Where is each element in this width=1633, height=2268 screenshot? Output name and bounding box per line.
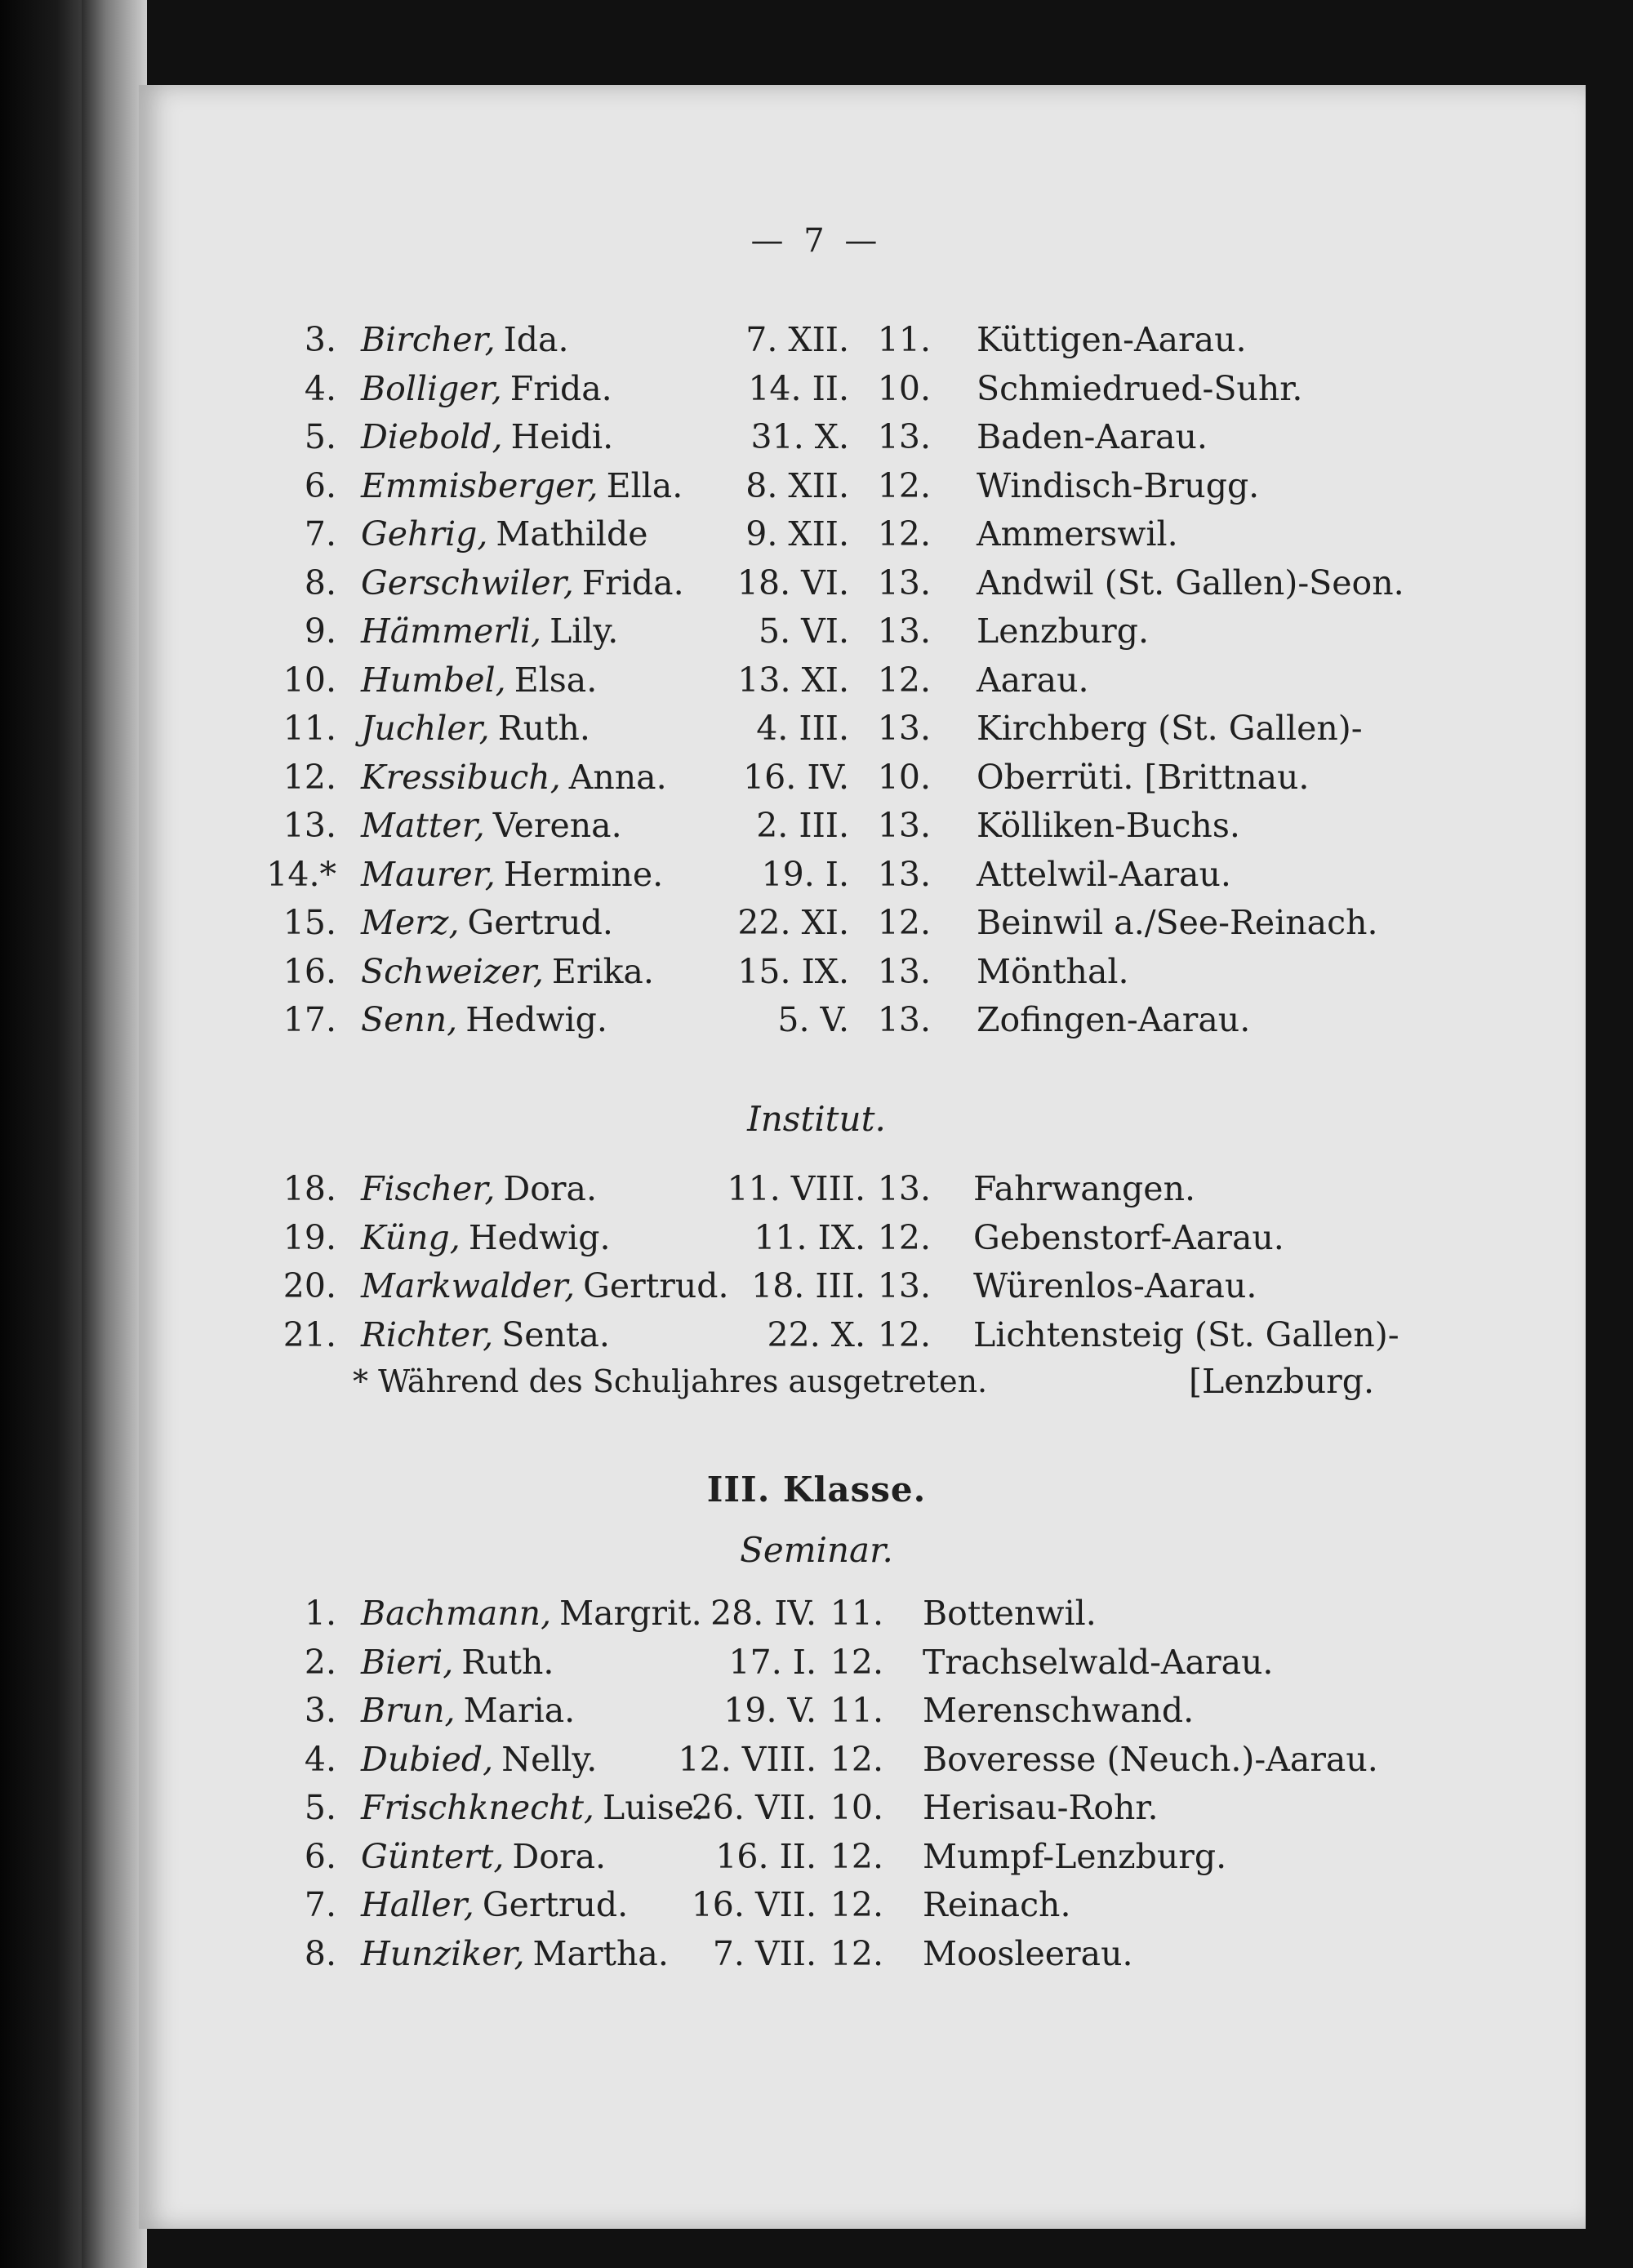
home-place: Herisau-Rohr.	[923, 1788, 1159, 1827]
age: 11.	[830, 1691, 883, 1730]
student-row	[0, 1931, 1633, 1977]
age: 10.	[877, 757, 931, 797]
family-name: Bolliger,	[361, 368, 502, 408]
home-place: Bottenwil.	[923, 1594, 1097, 1633]
birth-date: 13. XI.	[737, 660, 849, 700]
given-name: Gertrud.	[482, 1885, 629, 1924]
birth-date: 17. I.	[728, 1642, 816, 1682]
given-name: Nelly.	[501, 1739, 598, 1779]
family-name: Emmisberger,	[361, 465, 598, 505]
age: 13.	[877, 709, 931, 748]
age: 13.	[877, 854, 931, 894]
student-row	[0, 754, 1633, 800]
given-name: Mathilde	[496, 514, 648, 554]
family-name: Frischknecht,	[361, 1788, 594, 1827]
row-number: 16.	[283, 951, 336, 991]
home-place: Beinwil a./See-Reinach.	[977, 903, 1378, 942]
row-number: 12.	[283, 757, 336, 797]
given-name: Hedwig.	[465, 1000, 607, 1039]
family-name: Merz,	[361, 903, 460, 942]
student-row	[0, 1785, 1633, 1830]
row-number: 1.	[304, 1594, 336, 1633]
row-number: 8.	[304, 1933, 336, 1973]
given-name: Senta.	[501, 1314, 610, 1354]
age: 13.	[877, 1266, 931, 1305]
given-name: Verena.	[492, 806, 622, 845]
row-number: 19.	[283, 1217, 336, 1257]
row-number: 4.	[304, 1739, 336, 1779]
student-row	[0, 560, 1633, 606]
given-name: Luise.	[602, 1788, 705, 1827]
given-name: Anna.	[568, 757, 667, 797]
age: 12.	[830, 1836, 883, 1876]
age: 12.	[877, 514, 931, 554]
given-name: Martha.	[532, 1933, 669, 1973]
age: 12.	[830, 1642, 883, 1682]
age: 10.	[877, 368, 931, 408]
home-place: Gebenstorf-Aarau.	[973, 1217, 1284, 1257]
student-row	[0, 1688, 1633, 1733]
given-name: Gertrud.	[467, 903, 613, 942]
birth-date: 22. X.	[767, 1314, 865, 1354]
student-row	[0, 1215, 1633, 1261]
family-name: Schweizer,	[361, 951, 544, 991]
family-name: Humbel,	[361, 660, 506, 700]
birth-date: 28. IV.	[710, 1594, 816, 1633]
row-number: 9.	[304, 611, 336, 651]
family-name: Matter,	[361, 806, 485, 845]
student-row	[0, 511, 1633, 557]
row-number: 15.	[283, 903, 336, 942]
birth-date: 2. III.	[756, 806, 849, 845]
given-name: Gertrud.	[583, 1266, 729, 1305]
age: 12.	[877, 465, 931, 505]
home-place: Schmiedrued-Suhr.	[977, 368, 1303, 408]
birth-date: 12. VIII.	[678, 1739, 816, 1779]
home-place: Ammerswil.	[977, 514, 1178, 554]
home-place: Andwil (St. Gallen)-Seon.	[977, 563, 1404, 603]
birth-date: 7. XII.	[745, 320, 849, 359]
age: 11.	[877, 320, 931, 359]
age: 13.	[877, 1169, 931, 1208]
row-number: 2.	[304, 1642, 336, 1682]
family-name: Hunziker,	[361, 1933, 525, 1973]
student-row	[0, 803, 1633, 848]
age: 12.	[830, 1933, 883, 1973]
student-row	[0, 317, 1633, 362]
age: 13.	[877, 563, 931, 603]
home-place: Lichtensteig (St. Gallen)-	[973, 1314, 1399, 1354]
home-place: Küttigen-Aarau.	[977, 320, 1247, 359]
given-name: Margrit.	[559, 1594, 702, 1633]
row-number: 21.	[283, 1314, 336, 1354]
student-row	[0, 608, 1633, 654]
given-name: Ruth.	[461, 1642, 554, 1682]
birth-date: 16. IV.	[743, 757, 849, 797]
birth-date: 5. V.	[777, 1000, 849, 1039]
row-number: 17.	[283, 1000, 336, 1039]
family-name: Bachmann,	[361, 1594, 552, 1633]
row-number: 8.	[304, 563, 336, 603]
student-row	[0, 1590, 1633, 1636]
age: 13.	[877, 951, 931, 991]
given-name: Ella.	[606, 465, 683, 505]
home-place: Mumpf-Lenzburg.	[923, 1836, 1227, 1876]
family-name: Hämmerli,	[361, 611, 542, 651]
age: 13.	[877, 1000, 931, 1039]
student-row	[0, 414, 1633, 460]
birth-date: 16. VII.	[691, 1885, 816, 1924]
given-name: Dora.	[503, 1169, 598, 1208]
row-number: 6.	[304, 465, 336, 505]
row-number: 5.	[304, 417, 336, 456]
row-number: 3.	[304, 320, 336, 359]
given-name: Maria.	[463, 1691, 576, 1730]
birth-date: 7. VII.	[712, 1933, 816, 1973]
class-heading: III. Klasse.	[706, 1470, 927, 1510]
row-number: 10.	[283, 660, 336, 700]
family-name: Gehrig,	[361, 514, 488, 554]
birth-date: 15. IX.	[737, 951, 849, 991]
home-place: Baden-Aarau.	[977, 417, 1208, 456]
home-place: Lenzburg.	[977, 611, 1150, 651]
age: 12.	[877, 1217, 931, 1257]
age: 13.	[877, 417, 931, 456]
family-name: Maurer,	[361, 854, 496, 894]
student-row	[0, 463, 1633, 509]
home-place: Attelwil-Aarau.	[977, 854, 1231, 894]
family-name: Richter,	[361, 1314, 494, 1354]
birth-date: 11. IX.	[754, 1217, 865, 1257]
family-name: Markwalder,	[361, 1266, 576, 1305]
row-number: 20.	[283, 1266, 336, 1305]
given-name: Erika.	[551, 951, 654, 991]
family-name: Bieri,	[361, 1642, 454, 1682]
student-row	[0, 852, 1633, 897]
student-row	[0, 657, 1633, 703]
given-name: Ida.	[503, 320, 569, 359]
birth-date: 8. XII.	[745, 465, 849, 505]
row-number: 7.	[304, 514, 336, 554]
home-place: Windisch-Brugg.	[977, 465, 1260, 505]
student-row	[0, 1312, 1633, 1358]
age: 13.	[877, 611, 931, 651]
age: 12.	[877, 660, 931, 700]
age: 10.	[830, 1788, 883, 1827]
age: 13.	[877, 806, 931, 845]
row-number: 18.	[283, 1169, 336, 1208]
birth-date: 11. VIII.	[727, 1169, 865, 1208]
birth-date: 26. VII.	[691, 1788, 816, 1827]
birth-date: 18. III.	[751, 1266, 865, 1305]
given-name: Frida.	[509, 368, 612, 408]
age: 12.	[830, 1739, 883, 1779]
institut-heading: Institut.	[747, 1099, 886, 1139]
birth-date: 19. I.	[761, 854, 849, 894]
birth-date: 14. II.	[748, 368, 849, 408]
home-place: Trachselwald-Aarau.	[923, 1642, 1274, 1682]
footnote: * Während des Schuljahres ausgetreten.	[353, 1363, 988, 1399]
given-name: Lily.	[550, 611, 619, 651]
family-name: Güntert,	[361, 1836, 505, 1876]
age: 12.	[830, 1885, 883, 1924]
student-row	[0, 1639, 1633, 1685]
home-place: Oberrüti. [Brittnau.	[977, 757, 1310, 797]
row-number: 6.	[304, 1836, 336, 1876]
birth-date: 5. VI.	[759, 611, 849, 651]
seminar-heading: Seminar.	[740, 1530, 893, 1570]
family-name: Fischer,	[361, 1169, 496, 1208]
home-place: Kölliken-Buchs.	[977, 806, 1240, 845]
given-name: Dora.	[512, 1836, 607, 1876]
page-number: — 7 —	[750, 222, 883, 260]
given-name: Hermine.	[503, 854, 664, 894]
given-name: Elsa.	[514, 660, 598, 700]
family-name: Kressibuch,	[361, 757, 561, 797]
home-place: Kirchberg (St. Gallen)-	[977, 709, 1363, 748]
birth-date: 16. II.	[715, 1836, 816, 1876]
age: 12.	[877, 903, 931, 942]
row-number: 13.	[283, 806, 336, 845]
birth-date: 22. XI.	[737, 903, 849, 942]
home-place: Fahrwangen.	[973, 1169, 1196, 1208]
row-number: 4.	[304, 368, 336, 408]
given-name: Frida.	[581, 563, 684, 603]
family-name: Dubied,	[361, 1739, 494, 1779]
family-name: Juchler,	[361, 709, 490, 748]
given-name: Hedwig.	[468, 1217, 611, 1257]
family-name: Brun,	[361, 1691, 456, 1730]
home-place: Würenlos-Aarau.	[973, 1266, 1257, 1305]
family-name: Gerschwiler,	[361, 563, 574, 603]
student-row	[0, 705, 1633, 751]
given-name: Ruth.	[497, 709, 590, 748]
row-number: 14.*	[266, 854, 336, 894]
family-name: Küng,	[361, 1217, 461, 1257]
home-place: Boveresse (Neuch.)-Aarau.	[923, 1739, 1378, 1779]
footnote-continuation: [Lenzburg.	[1189, 1362, 1375, 1401]
row-number: 3.	[304, 1691, 336, 1730]
student-row	[0, 1263, 1633, 1309]
home-place: Reinach.	[923, 1885, 1071, 1924]
home-place: Merenschwand.	[923, 1691, 1195, 1730]
birth-date: 19. V.	[723, 1691, 816, 1730]
age: 12.	[877, 1314, 931, 1354]
birth-date: 9. XII.	[745, 514, 849, 554]
family-name: Haller,	[361, 1885, 474, 1924]
student-row	[0, 366, 1633, 411]
student-row	[0, 949, 1633, 994]
family-name: Diebold,	[361, 417, 503, 456]
student-row	[0, 1166, 1633, 1212]
row-number: 11.	[283, 709, 336, 748]
home-place: Aarau.	[977, 660, 1089, 700]
family-name: Senn,	[361, 1000, 458, 1039]
family-name: Bircher,	[361, 320, 496, 359]
birth-date: 31. X.	[750, 417, 849, 456]
birth-date: 4. III.	[756, 709, 849, 748]
home-place: Moosleerau.	[923, 1933, 1133, 1973]
student-row	[0, 1737, 1633, 1782]
row-number: 5.	[304, 1788, 336, 1827]
student-row	[0, 1882, 1633, 1928]
row-number: 7.	[304, 1885, 336, 1924]
home-place: Zofingen-Aarau.	[977, 1000, 1251, 1039]
age: 11.	[830, 1594, 883, 1633]
student-row	[0, 900, 1633, 945]
given-name: Heidi.	[510, 417, 614, 456]
home-place: Mönthal.	[977, 951, 1129, 991]
student-row	[0, 997, 1633, 1043]
student-row	[0, 1834, 1633, 1879]
birth-date: 18. VI.	[736, 563, 849, 603]
